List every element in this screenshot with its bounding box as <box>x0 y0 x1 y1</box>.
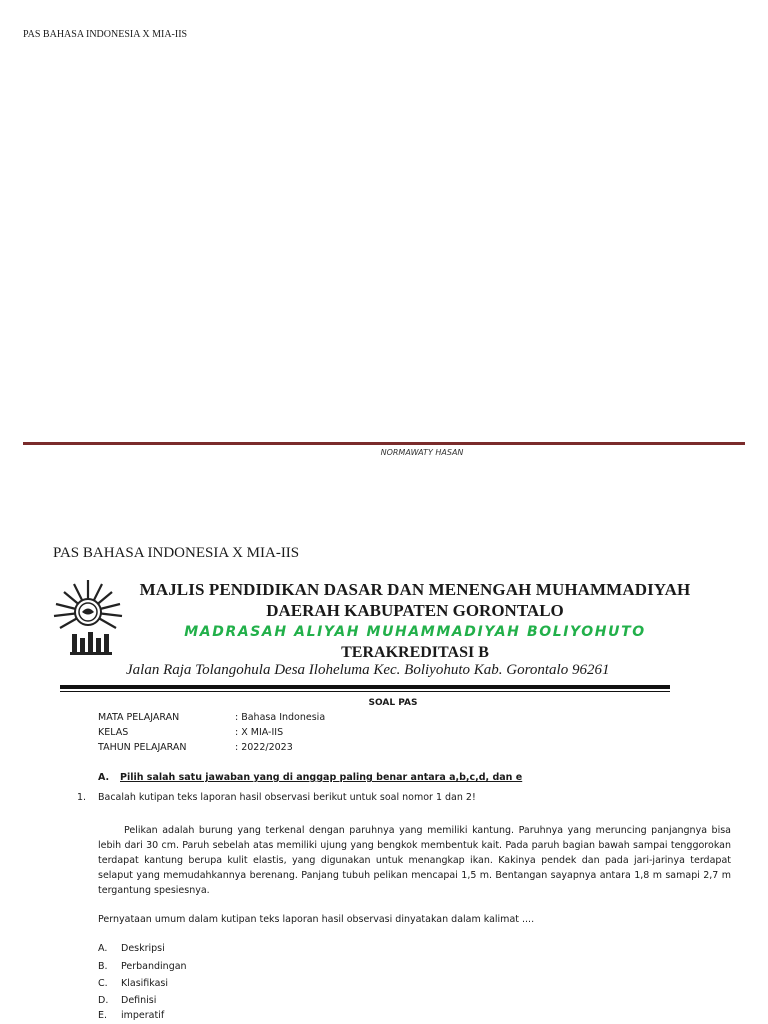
info-value: : X MIA-IIS <box>235 727 284 738</box>
letterhead-address: Jalan Raja Tolangohula Desa Iloheluma Kec. Boliyohuto Kab. Gorontalo 96261 <box>126 662 610 678</box>
option-text: imperatif <box>121 1010 165 1021</box>
info-label: KELAS <box>98 727 129 738</box>
option-e[interactable] <box>0 1010 768 1024</box>
question-number: 1. <box>77 792 87 803</box>
muhammadiyah-logo-icon <box>50 578 126 656</box>
info-label: MATA PELAJARAN <box>98 712 180 723</box>
info-row-year <box>0 742 768 756</box>
info-row-subject <box>0 712 768 726</box>
option-letter: D. <box>98 995 109 1006</box>
option-d[interactable] <box>0 995 768 1009</box>
info-row-class <box>0 727 768 741</box>
info-value: : 2022/2023 <box>235 742 293 753</box>
option-a[interactable] <box>0 943 768 957</box>
option-text: Klasifikasi <box>121 978 169 989</box>
section-a-instruction <box>98 772 522 783</box>
option-text: Definisi <box>121 995 157 1006</box>
option-letter: E. <box>98 1010 108 1021</box>
page1-footer-name: NORMAWATY HASAN <box>380 448 464 457</box>
letterhead-region: DAERAH KABUPATEN GORONTALO <box>266 601 564 620</box>
observation-passage: Pelikan adalah burung yang terkenal dengan paruhnya yang memiliki kantung. Paruhnya yang meruncing panjangnya bisa lebih dari 30 cm. Paruh sebelah atas memiliki ujung yang bengkok membentuk kait. Pada paruh bagian bawah sampai tenggorokan terdapat kantung berupa kulit elastis, yang digunakan untuk menangkap ikan. Kakinya pendek dan pada jari-jarinya terdapat selaput yang memudahkannya berenang. Panjang tubuh pelikan mencapai 1,5 m. Bentangan sayapnya antara 1,8 m samapi 2,7 m tergantung spesiesnya. <box>98 825 731 896</box>
letterhead-divider-thin <box>60 691 670 692</box>
section-text: Pilih salah satu jawaban yang di anggap paling benar antara a,b,c,d, dan e <box>120 772 523 783</box>
footer-divider <box>23 442 745 445</box>
letterhead-divider <box>60 685 670 689</box>
question-text: Pernyataan umum dalam kutipan teks laporan hasil observasi dinyatakan dalam kalimat .... <box>98 914 535 925</box>
letterhead-organization: MAJLIS PENDIDIKAN DASAR DAN MENENGAH MUHAMMADIYAH <box>139 580 691 599</box>
info-value: : Bahasa Indonesia <box>235 712 326 723</box>
exam-title: SOAL PAS <box>368 698 418 708</box>
option-letter: C. <box>98 978 108 989</box>
letterhead-school-name: MADRASAH ALIYAH MUHAMMADIYAH BOLIYOHUTO <box>184 624 646 640</box>
page2-header: PAS BAHASA INDONESIA X MIA-IIS <box>53 545 300 561</box>
letterhead-accreditation: TERAKREDITASI B <box>341 644 489 661</box>
info-label: TAHUN PELAJARAN <box>98 742 187 753</box>
option-letter: B. <box>98 961 108 972</box>
option-letter: A. <box>98 943 108 954</box>
option-c[interactable] <box>0 978 768 992</box>
section-letter: A. <box>98 772 110 783</box>
question-instruction: Bacalah kutipan teks laporan hasil observasi berikut untuk soal nomor 1 dan 2! <box>98 792 476 803</box>
option-text: Perbandingan <box>121 961 187 972</box>
option-b[interactable] <box>0 961 768 975</box>
option-text: Deskripsi <box>121 943 165 954</box>
page1-header: PAS BAHASA INDONESIA X MIA-IIS <box>23 29 188 40</box>
